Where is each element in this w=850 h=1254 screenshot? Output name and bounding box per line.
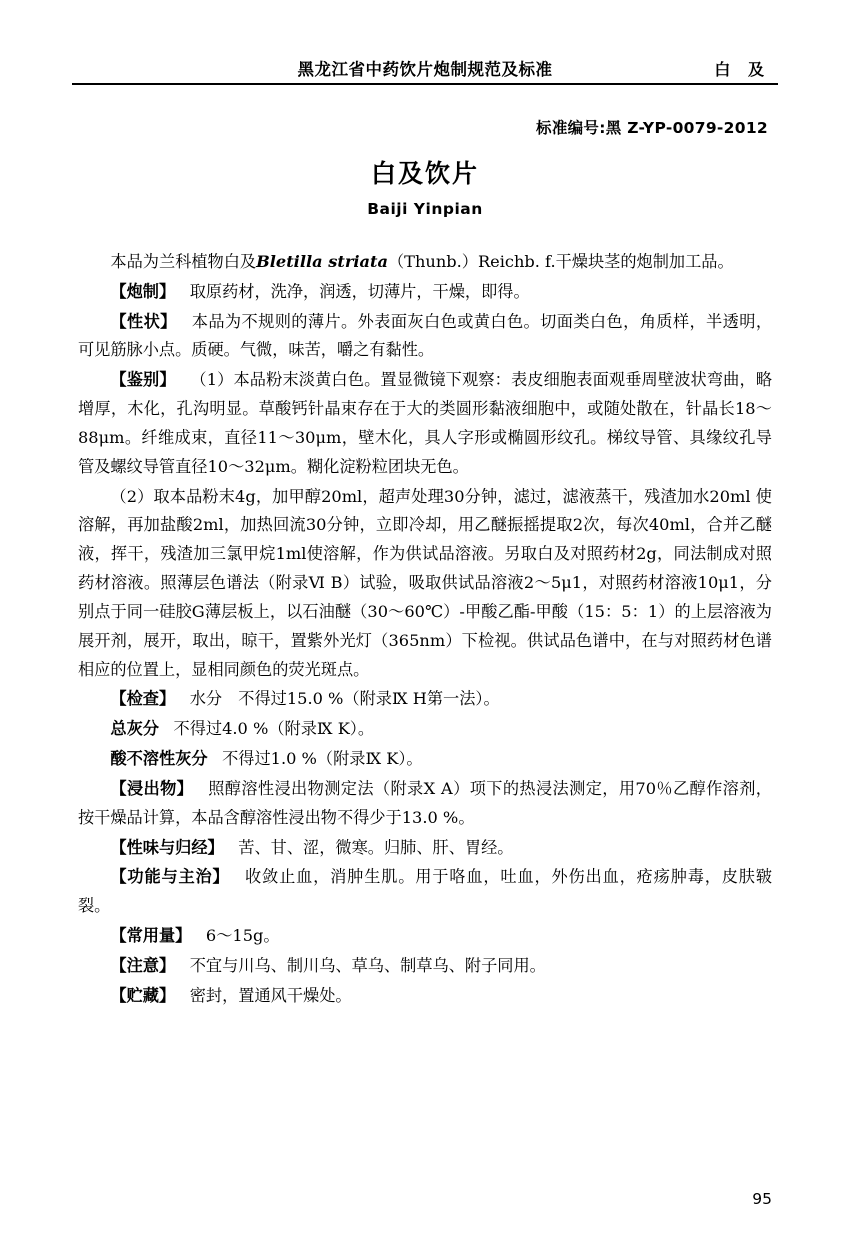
text-xingzhuang: 本品为不规则的薄片。外表面灰白色或黄白色。切面类白色，角质样，半透明，可见筋脉小点。质硬。气微，味苦，嚼之有黏性。 <box>78 311 773 360</box>
page-title-pinyin: Baiji Yinpian <box>367 200 483 218</box>
label-xingzhuang: 【性状】 <box>110 311 177 331</box>
text-acid-insoluble-ash: 不得过1.0 %（附录Ⅸ K）。 <box>222 749 423 769</box>
paragraph-paozhi <box>78 278 772 307</box>
label-jianbie: 【鉴别】 <box>110 370 176 390</box>
source-latin-name: Bletilla striata <box>256 252 388 271</box>
text-caution: 不宜与川乌、制川乌、草乌、制草乌、附子同用。 <box>189 955 546 975</box>
label-acid-insoluble-ash: 酸不溶性灰分 <box>110 749 208 769</box>
label-paozhi: 【炮制】 <box>110 281 176 301</box>
label-properties-meridian: 【性味与归经】 <box>110 837 224 857</box>
label-actions-indications: 【功能与主治】 <box>110 867 230 887</box>
paragraph-storage <box>78 982 772 1011</box>
paragraph-jianbie-1 <box>78 366 772 481</box>
document-body <box>78 248 772 1011</box>
paragraph-acid-insoluble-ash <box>78 745 772 774</box>
label-caution: 【注意】 <box>110 955 176 975</box>
paragraph-actions-indications <box>78 863 772 921</box>
paragraph-jiancha <box>78 685 772 714</box>
paragraph-caution <box>78 952 772 981</box>
paragraph-extract <box>78 775 772 833</box>
page-number: 95 <box>752 1190 772 1208</box>
page-title: 白及饮片 <box>370 159 479 188</box>
text-dosage: 6～15g。 <box>205 926 280 946</box>
header-section-title: 白 及 <box>714 60 770 79</box>
text-properties-meridian: 苦、甘、涩，微寒。归肺、肝、胃经。 <box>238 837 514 857</box>
source-text-post: （Thunb.）Reichb. f.干燥块茎的炮制加工品。 <box>387 252 734 271</box>
standard-number: 标准编号:黑 Z-YP-0079-2012 <box>536 119 768 137</box>
paragraph-source <box>78 248 772 277</box>
text-jiancha: 水分 不得过15.0 %（附录Ⅸ H第一法）。 <box>189 689 500 709</box>
text-actions-indications: 收敛止血，消肿生肌。用于咯血，吐血，外伤出血，疮疡肿毒，皮肤皲裂。 <box>78 867 773 916</box>
header-book-title: 黑龙江省中药饮片炮制规范及标准 <box>297 60 553 79</box>
text-total-ash: 不得过4.0 %（附录Ⅸ K）。 <box>173 719 375 739</box>
paragraph-jianbie-2 <box>78 483 772 685</box>
text-extract: 照醇溶性浸出物测定法（附录Ⅹ A）项下的热浸法测定，用70％乙醇作溶剂，按干燥品计算，本品含醇溶性浸出物不得少于13.0 %。 <box>78 778 772 827</box>
source-text-pre: 本品为兰科植物白及 <box>110 252 257 271</box>
label-storage: 【贮藏】 <box>110 985 176 1005</box>
text-jianbie-2: （2）取本品粉末4g，加甲醇20ml，超声处理30分钟，滤过，滤液蒸干，残渣加水20ml 使溶解，再加盐酸2ml，加热回流30分钟，立即冷却，用乙醚振摇提取2次，每次40ml，合并乙醚液，挥干，残渣加三氯甲烷1ml使溶解，作为供试品溶液。另取白及对照药材2g，同法制成对照药材溶液。照薄层色谱法（附录Ⅵ B）试验，吸取供试品溶液2～5μ1，对照药材溶液10μ1，分别点于同一硅胶G薄层板上，以石油醚（30～60℃）-甲酸乙酯-甲酸（15：5：1）的上层溶液为展开剂，展开，取出，晾干，置紫外光灯（365nm）下检视。供试品色谱中，在与对照药材色谱相应的位置上，显相同颜色的荧光斑点。 <box>78 486 772 679</box>
text-paozhi: 取原药材，洗净，润透，切薄片，干燥，即得。 <box>189 281 530 301</box>
label-total-ash: 总灰分 <box>110 719 159 739</box>
text-jianbie-1: （1）本品粉末淡黄白色。置显微镜下观察：表皮细胞表面观垂周壁波状弯曲，略增厚，木化，孔沟明显。草酸钙针晶束存在于大的类圆形黏液细胞中，或随处散在，针晶长18～88μm。纤维成束，直径11～30μm，壁木化，具人字形或椭圆形纹孔。梯纹导管、具缘纹孔导管及螺纹导管直径10～32μm。糊化淀粉粒团块无色。 <box>78 370 773 476</box>
paragraph-dosage <box>78 922 772 951</box>
label-dosage: 【常用量】 <box>110 926 192 946</box>
text-storage: 密封，置通风干燥处。 <box>189 985 352 1005</box>
label-jiancha: 【检查】 <box>110 689 176 709</box>
page-header <box>78 50 772 90</box>
header-divider <box>72 83 778 85</box>
paragraph-properties-meridian <box>78 834 772 863</box>
label-extract: 【浸出物】 <box>110 778 194 798</box>
paragraph-xingzhuang <box>78 308 772 366</box>
paragraph-total-ash <box>78 715 772 744</box>
